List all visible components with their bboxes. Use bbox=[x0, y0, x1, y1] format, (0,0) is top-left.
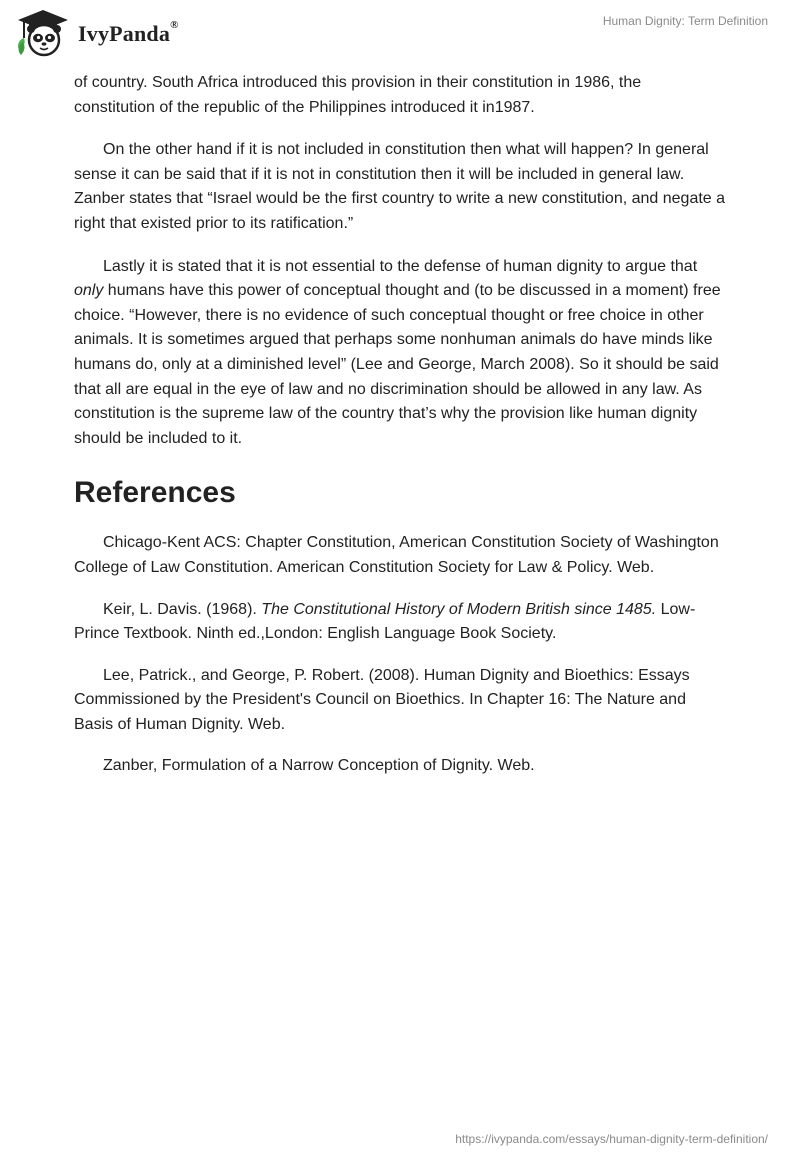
ivypanda-logo[interactable] bbox=[14, 8, 179, 58]
references-list bbox=[74, 531, 726, 779]
panda-graduation-cap-icon bbox=[14, 8, 72, 58]
reference-title: The Constitutional History of Modern British since 1485. bbox=[261, 600, 657, 618]
document-title: Human Dignity: Term Definition bbox=[602, 14, 768, 28]
reference-item: Keir, L. Davis. (1968). The Constitutional History of Modern British since 1485. Low-Prince Textbook. Ninth ed.,London: English Language Book Society. bbox=[74, 600, 696, 643]
paragraph-3: Lastly it is stated that it is not essential to the defense of human dignity to argue that only humans have this power of conceptual thought and (to be discussed in a moment) free choice. “However, there is no evidence of such conceptual thought or free choice in other animals. It is sometimes argued that perhaps some nonhuman animals do have minds like humans do, only at a diminished level” (Lee and George, March 2008). So it should be said that all are equal in the eye of law and no discrimination should be allowed in any law. As constitution is the supreme law of the country that’s why the provision like human dignity should be included to it. bbox=[74, 257, 721, 447]
reference-item: Zanber, Formulation of a Narrow Conception of Dignity. Web. bbox=[103, 757, 535, 775]
brand-name: IvyPanda® bbox=[78, 19, 179, 46]
page-header bbox=[0, 0, 800, 64]
paragraph-1: of country. South Africa introduced this provision in their constitution in 1986, the constitution of the republic of the Philippines introduced it in1987. bbox=[74, 74, 642, 116]
essay-content bbox=[74, 71, 726, 796]
source-url[interactable]: https://ivypanda.com/essays/human-dignity-term-definition/ bbox=[455, 1132, 768, 1146]
paragraph-2: On the other hand if it is not included in constitution then what will happen? In general sense it can be said that if it is not in constitution then it will be included in general law. Zanber states that “Israel would be the first country to write a new constitution, and negate a right that existed prior to its ratification.” bbox=[74, 141, 726, 232]
emphasis-only: only bbox=[74, 282, 104, 300]
reference-item: Chicago-Kent ACS: Chapter Constitution, American Constitution Society of Washington College of Law Constitution. American Constitution Society for Law & Policy. Web. bbox=[74, 534, 719, 576]
reference-item: Lee, Patrick., and George, P. Robert. (2008). Human Dignity and Bioethics: Essays Commissioned by the President's Council on Bioethics. In Chapter 16: The Nature and Basis of Human Dignity. Web. bbox=[74, 666, 690, 733]
references-heading: References bbox=[74, 476, 236, 510]
